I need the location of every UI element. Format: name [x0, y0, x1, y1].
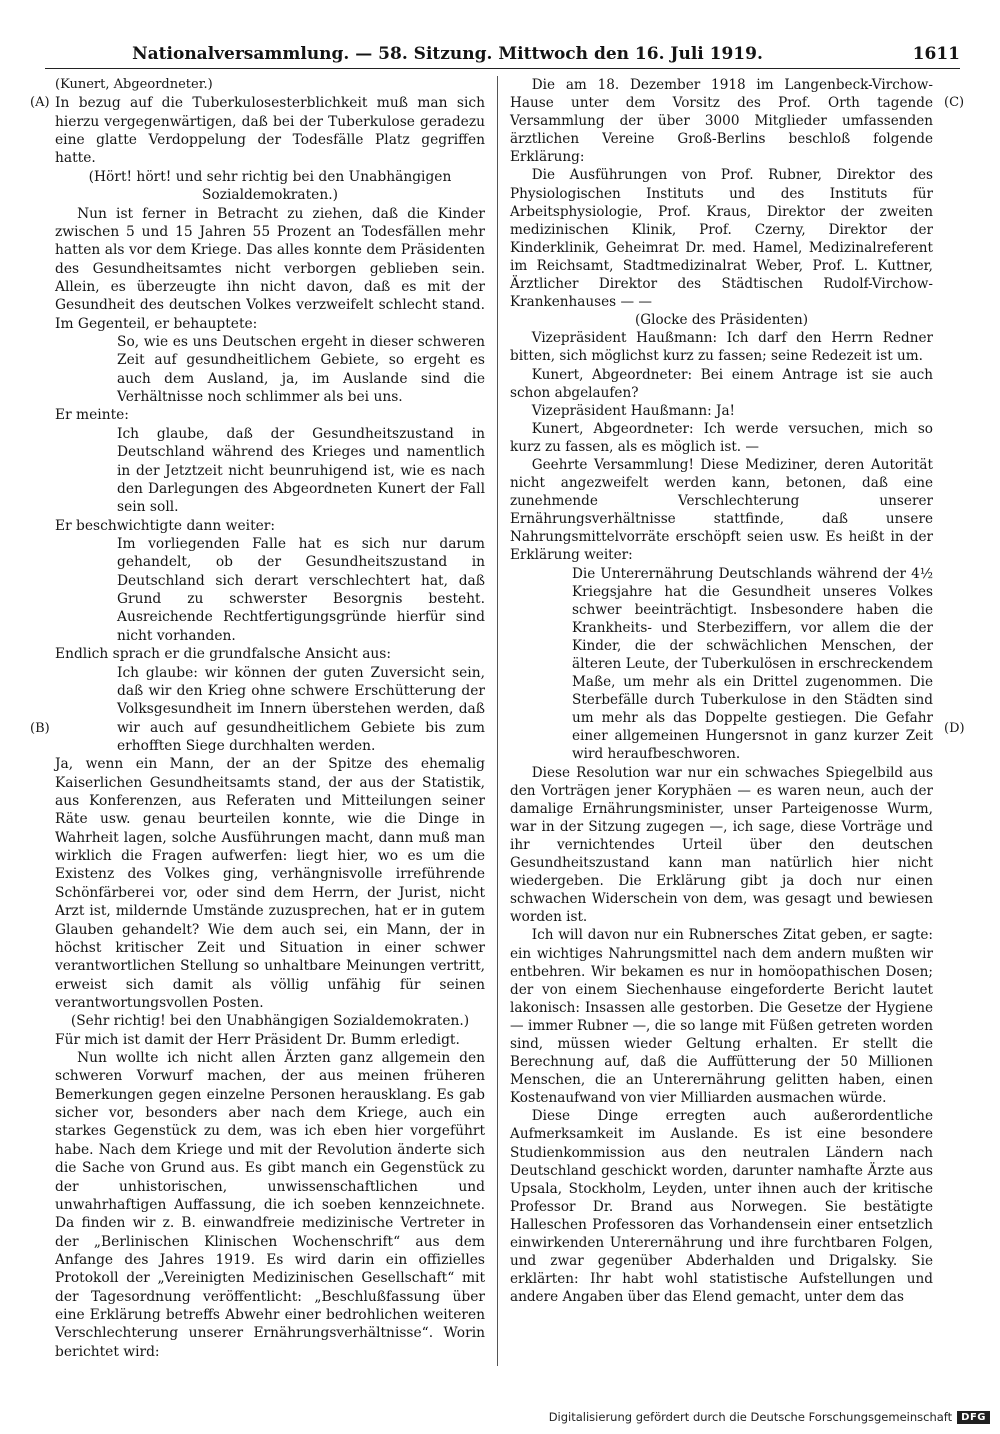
running-title: Nationalversammlung. — 58. Sitzung. Mittwoch den 16. Juli 1919. [132, 44, 763, 64]
page-number: 1611 [912, 44, 960, 64]
right-paragraph: (Glocke des Präsidenten) [634, 312, 809, 329]
left-paragraph: Im vorliegenden Falle hat es sich nur darum gehandelt, ob der Gesundheitszustand in Deutschland sich derart verschlechtert hat, daß Grund zu schwerster Besorgnis besteht. Ausreichende Rechtfertigungsgründe hierfür sind nicht vorhanden. [117, 535, 485, 644]
margin-marker-d: (D) [944, 721, 965, 736]
left-paragraph: (Kunert, Abgeordneter.) [55, 77, 213, 92]
left-paragraph: So, wie es uns Deutschen ergeht in dieser schweren Zeit auf gesundheitlichem Gebiete, so ergeht es auch dem Ausland, ja, im Auslande sind die Verhältnisse noch schlimmer als bei uns. [117, 334, 485, 406]
right-paragraph: Die am 18. Dezember 1918 im Langenbeck-Virchow-Hause unter dem Vorsitz des Prof. Orth tagende Versammlung der über 3000 Mitglieder umfassenden ärztlichen Vereine Groß-Berlins beschloß folgende Erklärung: [510, 77, 933, 166]
right-paragraph: Vizepräsident Haußmann: Ja! [531, 402, 736, 419]
left-paragraph: Ja, wenn ein Mann, der an der Spitze des ehemalig Kaiserlichen Gesundheitsamts stand, der aus der Statistik, aus Konferenzen, aus Referaten und Mitteilungen seiner Räte usw. genau beurteilen konnte, wie die Dinge in Wahrheit lagen, solche Ausführungen macht, dann muß man wirklich die Fragen aufwerfen: liegt hier, wo es um die Existenz des Volkes ging, verhängnisvolle irreführende Schönfärberei vor, oder sind dem Herrn, der Jurist, nicht Arzt ist, mildernde Umstände zuzusprechen, hat er in gutem Glauben gehandelt? Wie dem auch sei, ein Mann, der in höchst kritischer Zeit und Situation in einer schwer verantwortlichen Stellung so unhaltbare Meinungen vertritt, erweist sich damit als völlig unfähig für seinen verantwortungsvollen Posten. [55, 756, 485, 1011]
page-header [45, 42, 960, 69]
left-paragraph: Ich glaube: wir können der guten Zuversicht sein, daß wir den Krieg ohne schwere Erschütterung der Volksgesundheit im Innern überstehen werden, daß wir auch auf gesundheitlichem Gebiete bis zum erhofften Siege durchhalten werden. [117, 664, 485, 754]
right-paragraph: Vizepräsident Haußmann: Ich darf den Herrn Redner bitten, sich möglichst kurz zu fassen; seine Redezeit ist um. [510, 330, 933, 365]
right-paragraph: Geehrte Versammlung! Diese Mediziner, deren Autorität nicht angezweifelt werden kann, betonen, daß eine zunehmende Verschlechterung unserer Ernährungsverhältnisse stattfinde, daß unsere Nahrungsmittelvorräte erschöpft seien usw. Es heißt in der Erklärung weiter: [510, 456, 933, 564]
right-paragraph: Kunert, Abgeordneter: Bei einem Antrage ist sie auch schon abgelaufen? [510, 366, 933, 401]
left-paragraph: Für mich ist damit der Herr Präsident Dr. Bumm erledigt. [55, 1031, 460, 1048]
margin-marker-b: (B) [30, 721, 50, 736]
left-paragraph: Endlich sprach er die grundfalsche Ansicht aus: [55, 646, 392, 663]
right-paragraph: Diese Dinge erregten auch außerordentliche Aufmerksamkeit im Auslande. Es ist eine besondere Studienkommission aus den neutralen Ländern nach Deutschland geschickt worden, darunter namhafte Ärzte aus Upsala, Stockholm, Leyden, unter ihnen auch der kritische Professor Dr. Brand aus Norwegen. Sie bestätigte Halleschen Professoren das Vorhandensein einer entsetzlich einwirkenden Unterernährung und ihre furchtbaren Folgen, und zwar gegenüber Abderhalden und Drigalsky. Sie erklärten: Ihr habt wohl statistische Aufstellungen und andere Angaben über das Elend gemacht, unter dem das [510, 1108, 933, 1306]
left-paragraph: Ich glaube, daß der Gesundheitszustand in Deutschland während des Krieges und namentlich in der Jetztzeit nicht beunruhigend ist, wie es nach den Darlegungen des Abgeordneten Kunert der Fall sein soll. [117, 425, 485, 516]
right-paragraph: Die Unterernährung Deutschlands während der 4½ Kriegsjahre hat die Gesundheit unseres Volkes schwer beeinträchtigt. Insbesondere haben die Krankheits- und Sterbeziffern, vor allem die der Kinder, die der schwächlichen Menschen, der älteren Leute, der Tuberkulösen in erschreckendem Maße, um mehr als ein Drittel zugenommen. Die Sterbefälle durch Tuberkulose in den Städten sind um mehr als das Doppelte gestiegen. Die Gefahr einer allgemeinen Hungersnot in ganz kurzer Zeit wird heraufbeschworen. [572, 565, 933, 763]
left-paragraph: Er meinte: [55, 407, 129, 424]
margin-marker-c: (C) [944, 95, 965, 110]
left-paragraph: (Hört! hört! und sehr richtig bei den Unabhängigen Sozialdemokraten.) [88, 168, 452, 204]
column-divider [497, 76, 498, 1366]
left-paragraph: Nun wollte ich nicht allen Ärzten ganz allgemein den schweren Vorwurf machen, der aus meinen früheren Bemerkungen gegen einzelne Personen herausklang. Es gab sicher vor, besonders aber nach dem Kriege, auch ein starkes Gegenstück zu dem, was ich eben hier vorgeführt habe. Nach dem Kriege und mit der Revolution änderte sich die Sache von Grund aus. Es gibt manch ein Gegenstück zu der unhistorischen, unwissenschaftlichen und unwahrhaftigen Auffassung, die ich soeben kennzeichnete. Da finden wir z. B. einwandfreie medizinische Vertreter in der „Berlinischen Klinischen Wochenschrift“ aus dem Anfange des Jahres 1919. Es wird darin ein offizielles Protokoll der „Vereinigten Medizinischen Gesellschaft“ mit der Tagesordnung veröffentlicht: „Beschlußfassung über eine Erklärung betreffs Abwehr einer bedrohlichen weiteren Verschlechterung unserer Ernährungsverhältnisse“. Worin berichtet wird: [55, 1050, 485, 1360]
right-paragraph: Kunert, Abgeordneter: Ich werde versuchen, mich so kurz zu fassen, als es möglich ist. — [510, 420, 933, 455]
margin-marker-a: (A) [30, 95, 50, 110]
dfg-logo: DFG [957, 1411, 990, 1424]
left-paragraph: Nun ist ferner in Betracht zu ziehen, daß die Kinder zwischen 5 und 15 Jahren 55 Prozent an Todesfällen mehr hatten als vor dem Kriege. Das alles konnte dem Präsidenten des Gesundheitsamtes nicht verborgen geblieben sein. Allein, es überzeugte ihn nicht davon, daß es mit der Gesundheit des deutschen Volkes verzweifelt schlecht stand. Im Gegenteil, er behauptete: [55, 205, 485, 332]
right-paragraph: Die Ausführungen von Prof. Rubner, Direktor des Physiologischen Instituts und des Instituts für Arbeitsphysiologie, Prof. Kraus, Direktor der zweiten medizinischen Klinik, Prof. Czerny, Direktor der Kinderklinik, Geheimrat Dr. med. Hamel, Medizinalreferent im Reichsamt, Stadtmedizinalrat Weber, Prof. L. Kuttner, Ärztlicher Direktor des Städtischen Rudolf-Virchow-Krankenhauses — — [510, 167, 933, 311]
left-paragraph: In bezug auf die Tuberkulosesterblichkeit muß man sich hierzu vergegenwärtigen, daß bei der Tuberkulose geradezu eine glatte Verdoppelung der Todesfälle Platz gegriffen hatte. [55, 95, 485, 167]
left-paragraph: (Sehr richtig! bei den Unabhängigen Sozialdemokraten.) [70, 1013, 470, 1030]
right-column [510, 76, 933, 1306]
funding-note: Digitalisierung gefördert durch die Deutsche Forschungsgemeinschaft [548, 1410, 953, 1424]
right-paragraph: Ich will davon nur ein Rubnersches Zitat geben, er sagte: ein wichtiges Nahrungsmittel nach dem andern mußten wir entbehren. Wir bekamen es nur in homöopathischen Dosen; der von einem Siechenhause eingeforderte Bericht lautet lakonisch: Insassen alle gestorben. Die Gesetze der Hygiene — immer Rubner —, die so lange mit Füßen getreten worden sind, müssen wieder Geltung erhalten. Er stellt die Berechnung auf, daß die Auffütterung der 50 Millionen Menschen, die an Unterernährung gelitten haben, einen Kostenaufwand von vier Milliarden ausmachen würde. [510, 927, 933, 1107]
right-paragraph: Diese Resolution war nur ein schwaches Spiegelbild aus den Vorträgen jener Koryphäen — es waren neun, auch der damalige Ernährungsminister, unser Parteigenosse Wurm, war in der Sitzung zugegen —, ich sage, diese Vorträge und ihr vernichtendes Urteil über den deutschen Gesundheitszustand kann man natürlich hier nicht wiedergeben. Die Erklärung gibt ja doch nur einen schwachen Widerschein von dem, was gesagt und bewiesen worden ist. [510, 764, 933, 926]
left-paragraph: Er beschwichtigte dann weiter: [55, 517, 276, 534]
left-column [55, 76, 485, 1361]
footer [549, 1410, 990, 1424]
